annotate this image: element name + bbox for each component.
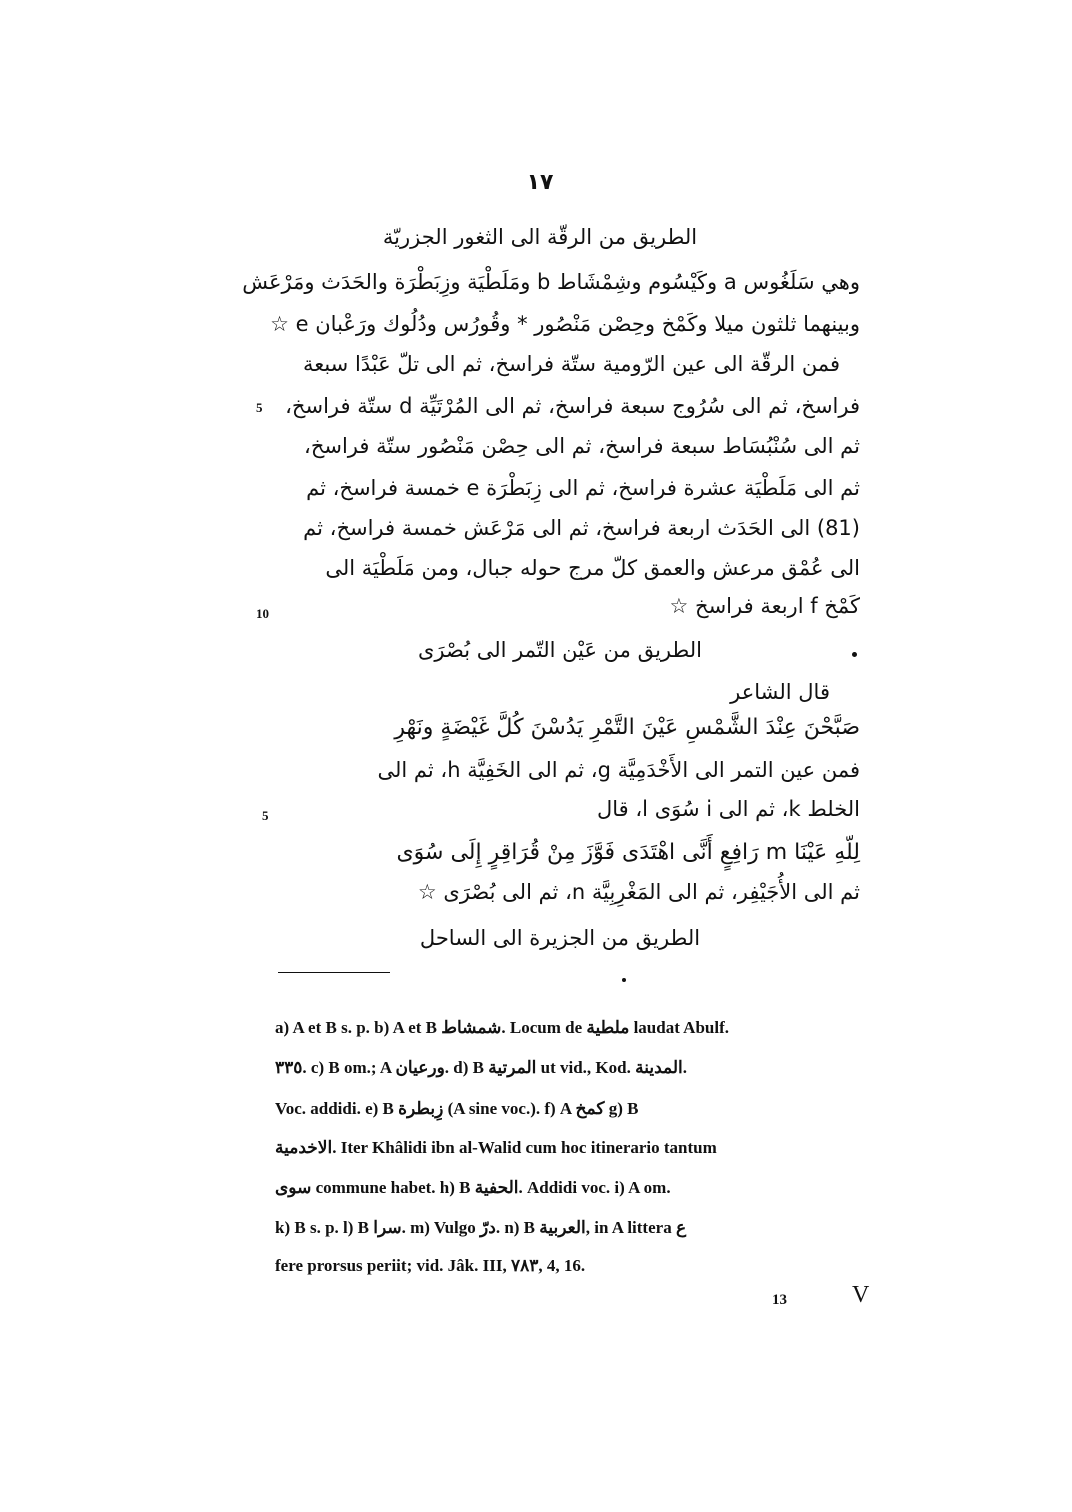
line-number: 5: [262, 808, 269, 823]
footnote-line: a) A et B s. p. b) A et B شمشاط. Locum de ملطية laudat Abulf.: [275, 1018, 730, 1037]
footnote-line: ٣٣٥. c) B om.; A ورعيان. d) B المرتية ut vid., Kod. المدينة.: [275, 1058, 687, 1077]
section-heading: الطريق من عَيْن التّمر الى بُصْرَى: [418, 638, 702, 662]
margin-dot: [622, 978, 626, 982]
text-line: كَمْخ f اربعة فراسخ ☆: [669, 594, 860, 618]
verse-line: لِلّهِ عَيْنَا m رَافِعٍ أَنَّى اهْتَدَى فَوَّزَ مِنْ قُرَاقِرٍ إِلَى سُوَى: [396, 840, 860, 865]
text-line: ثم الى سُنْبُسَاط سبعة فراسخ، ثم الى حِصْن مَنْصُور ستّة فراسخ،: [304, 434, 860, 458]
text-line: الخلط k، ثم الى i سُوَى l، قال: [597, 797, 860, 821]
text-line: ثم الى الأُجَيْفِر، ثم الى المَغْرِبِيَّة n، ثم الى بُصْرَى ☆: [417, 880, 860, 904]
text-line: وبينهما ثلثون ميلا وكَمْخ وحِصْن مَنْصُور * وقُورُس ودُلُوك ورَعْبان e ☆: [270, 312, 860, 336]
footnote-divider: [278, 972, 390, 973]
text-line: فمن الرقّة الى عين الرّومية ستّة فراسخ، ثم الى تلّ عَبْدًا سبعة: [302, 352, 840, 376]
text-line: ثم الى مَلَطْيَة عشرة فراسخ، ثم الى زِبَطْرَة e خمسة فراسخ، ثم: [306, 476, 860, 500]
signature-number: 13: [772, 1292, 787, 1308]
verse-line: صَبَّحْنَ عِنْدَ الشَّمْسِ عَيْنَ التَّمْرِ يَدُسْنَ كُلَّ غَيْضَةٍ ونَهْرِ: [394, 715, 860, 740]
text-line: وهي سَلَغُوس a وكَيْسُوم وشِمْشَاط b ومَلَطْيَة وزِبَطْرَة والحَدَث ومَرْعَش: [242, 270, 860, 294]
footnote-line: k) B s. p. l) B سرا. m) Vulgo درّ. n) B العربية, in A littera ع: [275, 1218, 687, 1237]
text-line: الى عُمْق مرعش والعمق كلّ مرج حوله جبال، ومن مَلَطْيَة الى: [325, 556, 860, 580]
text-line: (81) الى الحَدَث اربعة فراسخ، ثم الى مَرْعَش خمسة فراسخ، ثم: [303, 516, 860, 540]
page-number: ١٧: [526, 170, 554, 195]
line-number: 5: [256, 400, 263, 415]
footnote-line: سوى commune habet. h) B الحفية. Addidi voc. i) A om.: [275, 1178, 671, 1197]
section-heading: الطريق من الجزيرة الى الساحل: [419, 926, 701, 950]
text-line: فمن عين التمر الى الأَخْدَمِيَّة g، ثم الى الخَفِيَّة h، ثم الى: [377, 758, 860, 782]
signature-mark: V: [852, 1282, 870, 1308]
line-number: 10: [256, 606, 269, 621]
footnote-line: الاخدمية. Iter Khâlidi ibn al-Walid cum hoc itinerario tantum: [275, 1138, 717, 1157]
text-line: فراسخ، ثم الى سُرُوج سبعة فراسخ، ثم الى المُرْتَيِّة d ستّة فراسخ،: [285, 394, 860, 418]
margin-dot: [852, 652, 857, 657]
footnote-line: Voc. addidi. e) B زِبطرة (A sine voc.). f) A كمخ g) B: [275, 1099, 639, 1118]
footnote-line: fere prorsus periit; vid. Jâk. III, ٧٨٣, 4, 16.: [275, 1256, 586, 1275]
poet-label: قال الشاعر: [730, 680, 830, 704]
section-heading: الطريق من الرقّة الى الثغور الجزريّة: [382, 225, 698, 249]
